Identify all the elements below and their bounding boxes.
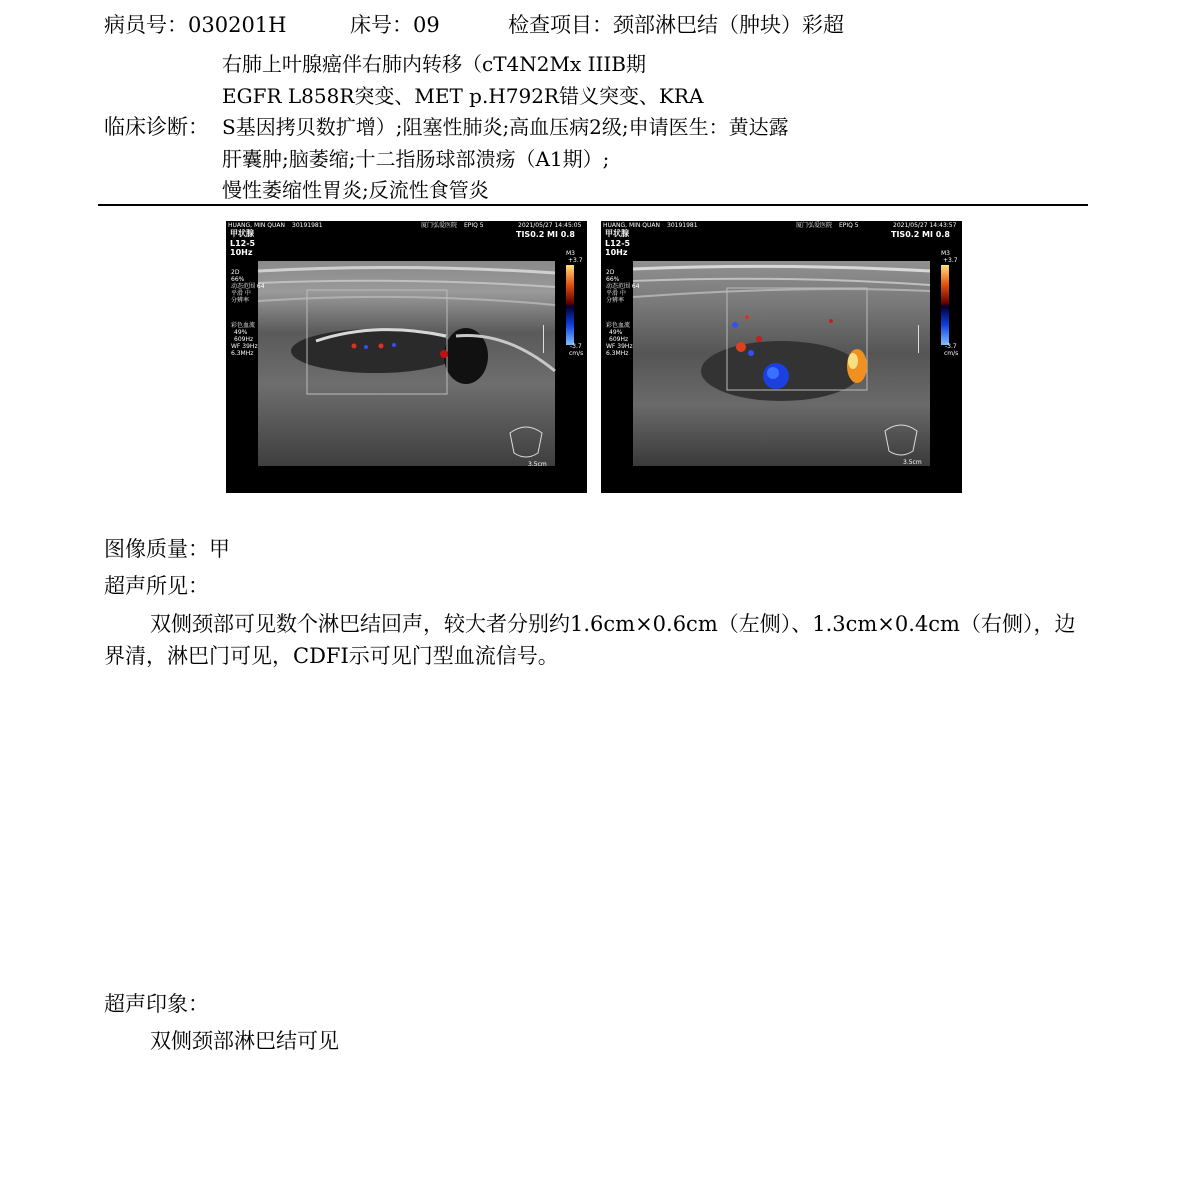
patient-scan-id: 30191981 [292,222,323,229]
patient-name: HUANG, MIN QUAN [603,222,661,229]
dynamic-range: 动态范围 64 [231,283,265,290]
ultrasound-scan-graphic [226,221,587,493]
m3-label: M3 [566,250,575,257]
patient-id [104,12,286,38]
findings-text [104,608,1088,672]
impression-text: 双侧颈部淋巴结可见 [150,1029,339,1053]
prf-value: 609Hz [234,336,254,343]
bed-value: 09 [413,13,440,37]
image-quality-label: 图像质量： [104,537,209,561]
color-flow-label: 彩色血流 [606,322,631,329]
frequency: 6.3MHz [606,350,629,357]
color-gain: 49% [234,329,248,336]
dynamic-range: 动态范围 64 [606,283,640,290]
bed-number [350,12,440,38]
exam-label: 检查项目： [508,13,613,37]
scale-top: +3.7 [943,257,958,264]
device-name: EPIQ 5 [464,222,484,229]
wall-filter: WF 39Hz [231,343,258,350]
ultrasound-scan-graphic [601,221,962,493]
clinical-diagnosis-line: EGFR L858R突变、MET p.H792R错义突变、KRA [222,84,704,108]
scale-bottom: -3.7 [570,343,582,350]
clinical-diagnosis-line: 右肺上叶腺癌伴右肺内转移（cT4N2Mx IIIB期 [222,52,647,76]
scale-unit: cm/s [944,350,959,357]
ultrasound-image-left [226,221,587,493]
wall-filter: WF 39Hz [606,343,633,350]
findings-body: 双侧颈部可见数个淋巴结回声，较大者分别约1.6cm×0.6cm（左侧）、1.3cm×0.4cm（右侧），边界清，淋巴门可见，CDFI示可见门型血流信号。 [104,612,1076,668]
hospital-name: 厦门弘爱医院 [421,222,458,229]
organ-label: 甲状腺 [605,229,629,238]
probe-label: L12-5 [230,239,256,248]
scale-top: +3.7 [568,257,583,264]
ultrasound-image-right [601,221,962,493]
smoothing: 平滑 中 [231,290,251,297]
mi-value: MI 0.8 [547,230,575,239]
exam-value: 颈部淋巴结（肿块）彩超 [613,13,844,37]
scale-bottom: -3.7 [945,343,957,350]
impression-heading: 超声印象： [104,992,209,1016]
frequency: 6.3MHz [231,350,254,357]
hospital-name: 厦门弘爱医院 [796,222,833,229]
frame-rate: 10Hz [605,248,628,257]
clinical-diagnosis-line: 慢性萎缩性胃炎;反流性食管炎 [222,178,489,202]
device-name: EPIQ 5 [839,222,859,229]
mi-value: MI 0.8 [922,230,950,239]
bed-label: 床号： [350,13,413,37]
exam-item [508,12,844,38]
mode-2d: 2D [606,269,615,276]
clinical-diagnosis-line: 肝囊肿;脑萎缩;十二指肠球部溃疡（A1期）; [222,147,610,171]
color-flow-label: 彩色血流 [231,322,256,329]
patient-id-value: 030201H [188,13,287,37]
patient-scan-id: 30191981 [667,222,698,229]
gain-2d: 66% [606,276,620,283]
resolution: 分辨率 [231,297,250,304]
m3-label: M3 [941,250,950,257]
header-divider [98,204,1088,206]
smoothing: 平滑 中 [606,290,626,297]
patient-id-label: 病员号： [104,13,188,37]
clinical-diagnosis-label: 临床诊断： [104,115,209,139]
tis-value: TIS0.2 [891,230,920,239]
patient-name: HUANG, MIN QUAN [228,222,286,229]
depth-label: 3.5cm [903,459,922,466]
scale-unit: cm/s [569,350,584,357]
prf-value: 609Hz [609,336,629,343]
depth-label: 3.5cm [528,461,547,468]
image-quality [104,536,230,562]
mode-2d: 2D [231,269,240,276]
frame-rate: 10Hz [230,248,253,257]
tis-value: TIS0.2 [516,230,545,239]
scan-datetime: 2021/05/27 14:45:05 [518,222,582,229]
organ-label: 甲状腺 [230,229,254,238]
gain-2d: 66% [231,276,245,283]
image-quality-value: 甲 [209,537,230,561]
probe-label: L12-5 [605,239,631,248]
color-gain: 49% [609,329,623,336]
scan-datetime: 2021/05/27 14:43:57 [893,222,957,229]
resolution: 分辨率 [606,297,625,304]
clinical-diagnosis-line: S基因拷贝数扩增）;阻塞性肺炎;高血压病2级;申请医生：黄达露 [222,115,789,139]
findings-heading: 超声所见： [104,574,209,598]
